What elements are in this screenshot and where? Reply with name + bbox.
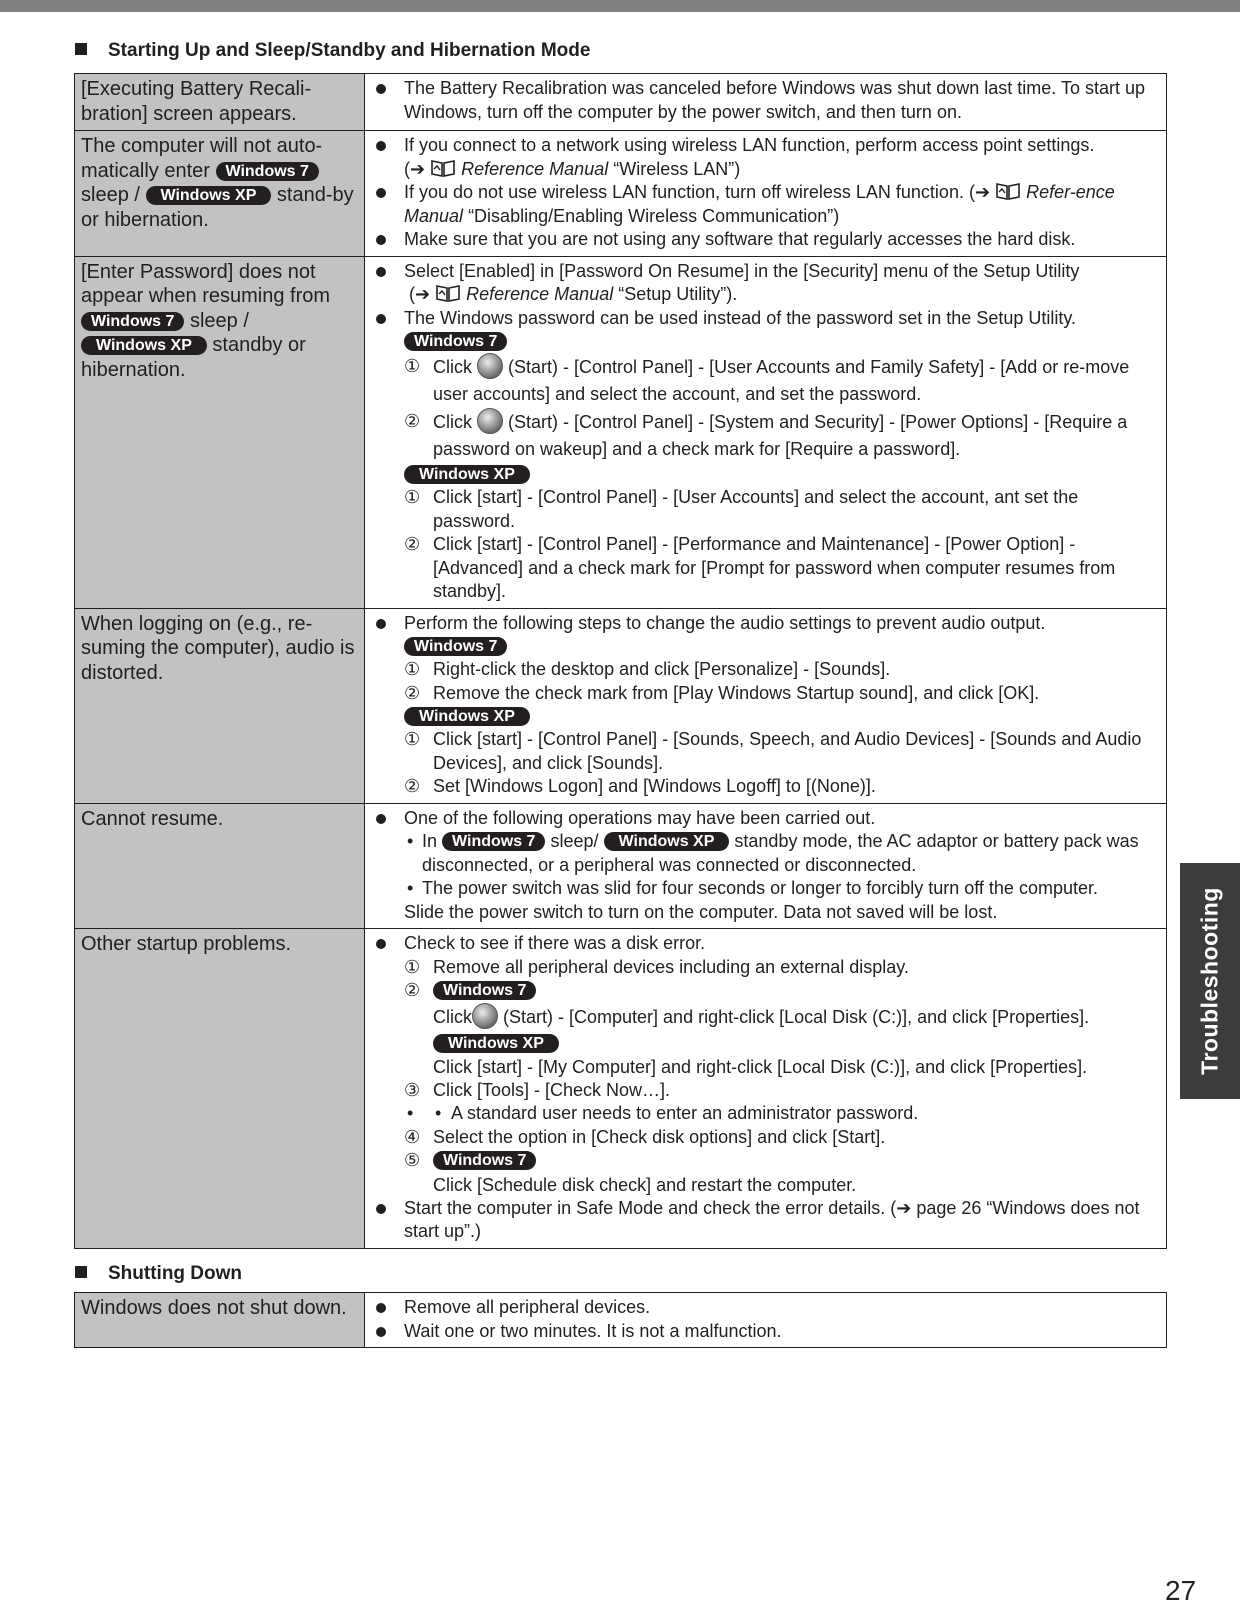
arrow-right-icon: ➔ <box>415 284 431 304</box>
windowsxp-badge: Windows XP <box>604 832 730 851</box>
step-item: ③ Click [Tools] - [Check Now…]. <box>404 1079 671 1100</box>
startup-table <box>74 73 1167 1249</box>
solution-cell <box>365 608 1167 803</box>
condition-cell: When logging on (e.g., re-suming the computer), audio is distorted. <box>75 608 365 803</box>
manual-book-icon <box>995 181 1021 201</box>
section-title-shutdown: Shutting Down <box>75 1263 242 1285</box>
sub-bullet-item: • In Windows 7 sleep/ Windows XP standby mode, the AC adaptor or battery pack was disconnected, or a peripheral was connected or disconnected. <box>375 830 1158 877</box>
windows7-badge: Windows 7 <box>404 332 507 351</box>
step-item: ④ Select the option in [Check disk options] and click [Start]. <box>404 1126 886 1147</box>
step-item: ② Windows 7 <box>375 979 1158 1003</box>
windows7-badge: Windows 7 <box>81 312 184 331</box>
windows-start-orb-icon <box>472 1003 498 1029</box>
arrow-right-icon: ➔ <box>896 1197 912 1218</box>
condition-cell: The computer will not auto-matically enter Windows 7 sleep / Windows XP stand-by or hibernation. <box>75 131 365 257</box>
bullet-item: If you do not use wireless LAN function, turn off wireless LAN function. (➔ Refer-ence Manual “Disabling/Enabling Wireless Communication”) <box>375 181 1158 228</box>
bullet-item: If you connect to a network using wireless LAN function, perform access point settings. (➔ Reference Manual “Wireless LAN”) <box>375 134 1158 181</box>
troubleshooting-side-tab: Troubleshooting <box>1180 863 1240 1099</box>
bullet-item: Wait one or two minutes. It is not a malfunction. <box>375 1320 1158 1344</box>
note-text: Slide the power switch to turn on the computer. Data not saved will be lost. <box>404 901 998 922</box>
sub-bullet-item: • The power switch was slid for four seconds or longer to forcibly turn off the computer. <box>375 877 1158 901</box>
step-item: ① Click [start] - [Control Panel] - [Sounds, Speech, and Audio Devices] - [Sounds and Audio Devices], and click [Sounds]. <box>404 729 1142 773</box>
shutdown-table <box>74 1292 1167 1348</box>
section-title-startup: Starting Up and Sleep/Standby and Hibernation Mode <box>75 40 590 62</box>
solution-cell <box>365 803 1167 929</box>
step-item: ① Click (Start) - [Control Panel] - [User Accounts and Family Safety] - [Add or re-move user accounts] and select the account, and set the password. <box>375 353 1158 408</box>
windows7-badge: Windows 7 <box>404 637 507 656</box>
solution-cell: Check to see if there was a disk error. ① Remove all peripheral devices including an external display. ② Windows 7 Click (Start) - [Computer] and right-click [Local Disk (C:)], and click [Properties]. Windows XP Click [start] - [My Computer] and right-click [Local Disk (C:)], and click [Properties]. ③ Click [Tools] - [Check Now…]. • • A standard user needs to enter an administrator password. ④ Select the option in [Check disk options] and click [Start]. ⑤ Windows 7 Click [Schedule disk check] and restart the computer. Start the computer in Safe Mode and check the error details. (➔ page 26 “Windows does not start up”.) <box>365 929 1167 1249</box>
bullet-item: One of the following operations may have been carried out. <box>375 807 1158 831</box>
table-row <box>75 131 1167 257</box>
step-item: ① Right-click the desktop and click [Personalize] - [Sounds]. <box>404 659 891 679</box>
solution-cell <box>365 131 1167 257</box>
arrow-right-icon: ➔ <box>410 158 426 179</box>
windows-start-orb-icon <box>477 353 503 379</box>
windows-start-orb-icon <box>477 408 503 434</box>
bullet-item: The Battery Recalibration was canceled before Windows was shut down last time. To start up Windows, turn off the computer by the power switch, and then turn on. <box>375 77 1158 124</box>
windowsxp-badge: Windows XP <box>404 465 530 484</box>
windows7-badge: Windows 7 <box>216 162 319 181</box>
bullet-item: Perform the following steps to change the audio settings to prevent audio output. <box>375 612 1158 636</box>
step-item: ② Set [Windows Logon] and [Windows Logoff] to [(None)]. <box>404 776 876 796</box>
square-bullet-icon <box>75 43 87 55</box>
windowsxp-badge: Windows XP <box>81 336 207 355</box>
step-item: ① Click [start] - [Control Panel] - [User Accounts] and select the account, ant set the password. <box>404 487 1079 531</box>
table-row <box>75 608 1167 803</box>
windowsxp-badge: Windows XP <box>433 1034 559 1053</box>
bullet-item: Select [Enabled] in [Password On Resume] in the [Security] menu of the Setup Utility (➔ Reference Manual “Setup Utility”). <box>375 260 1158 307</box>
square-bullet-icon <box>75 1266 87 1278</box>
windowsxp-badge: Windows XP <box>404 707 530 726</box>
windows7-badge: Windows 7 <box>433 1151 536 1170</box>
condition-cell: Windows does not shut down. <box>75 1293 365 1348</box>
table-row <box>75 256 1167 608</box>
condition-cell: Other startup problems. <box>75 929 365 1249</box>
step-item: ② Click [start] - [Control Panel] - [Performance and Maintenance] - [Power Option] - [Advanced] and a check mark for [Prompt for password when computer resumes from standby]. <box>404 534 1116 601</box>
table-row <box>75 803 1167 929</box>
windows7-badge: Windows 7 <box>433 981 536 1000</box>
step-item: ① Remove all peripheral devices including an external display. <box>404 956 909 977</box>
solution-cell <box>365 256 1167 608</box>
condition-cell: [Executing Battery Recali-bration] screen appears. <box>75 74 365 131</box>
bullet-item: The Windows password can be used instead of the password set in the Setup Utility. <box>375 307 1158 331</box>
top-bar <box>0 0 1240 12</box>
solution-cell <box>365 74 1167 131</box>
table-row <box>75 74 1167 131</box>
manual-book-icon <box>430 158 456 178</box>
arrow-right-icon: ➔ <box>974 182 991 202</box>
solution-cell <box>365 1293 1167 1348</box>
bullet-item: Start the computer in Safe Mode and check the error details. (➔ page 26 “Windows does not start up”.) <box>375 1197 1158 1244</box>
condition-cell: [Enter Password] does not appear when resuming from Windows 7 sleep / Windows XP standby or hibernation. <box>75 256 365 608</box>
condition-cell: Cannot resume. <box>75 803 365 929</box>
step-item: ⑤ Windows 7 <box>375 1149 1158 1173</box>
manual-book-icon <box>435 283 461 303</box>
windowsxp-badge: Windows XP <box>146 186 272 205</box>
step-item: ② Click (Start) - [Control Panel] - [System and Security] - [Power Options] - [Require a password on wakeup] and a check mark for [Require a password]. <box>375 408 1158 463</box>
bullet-item: Make sure that you are not using any software that regularly accesses the hard disk. <box>375 228 1158 252</box>
bullet-item: Remove all peripheral devices. <box>375 1296 1158 1320</box>
step-item: ② Remove the check mark from [Play Windows Startup sound], and click [OK]. <box>404 682 1040 703</box>
table-row <box>75 1293 1167 1348</box>
sub-bullet-item: • • A standard user needs to enter an administrator password. <box>375 1102 1158 1126</box>
windows7-badge: Windows 7 <box>442 832 545 851</box>
page-number: 27 <box>1165 1575 1197 1606</box>
table-row <box>75 929 1167 1249</box>
bullet-item: Check to see if there was a disk error. <box>375 932 1158 956</box>
